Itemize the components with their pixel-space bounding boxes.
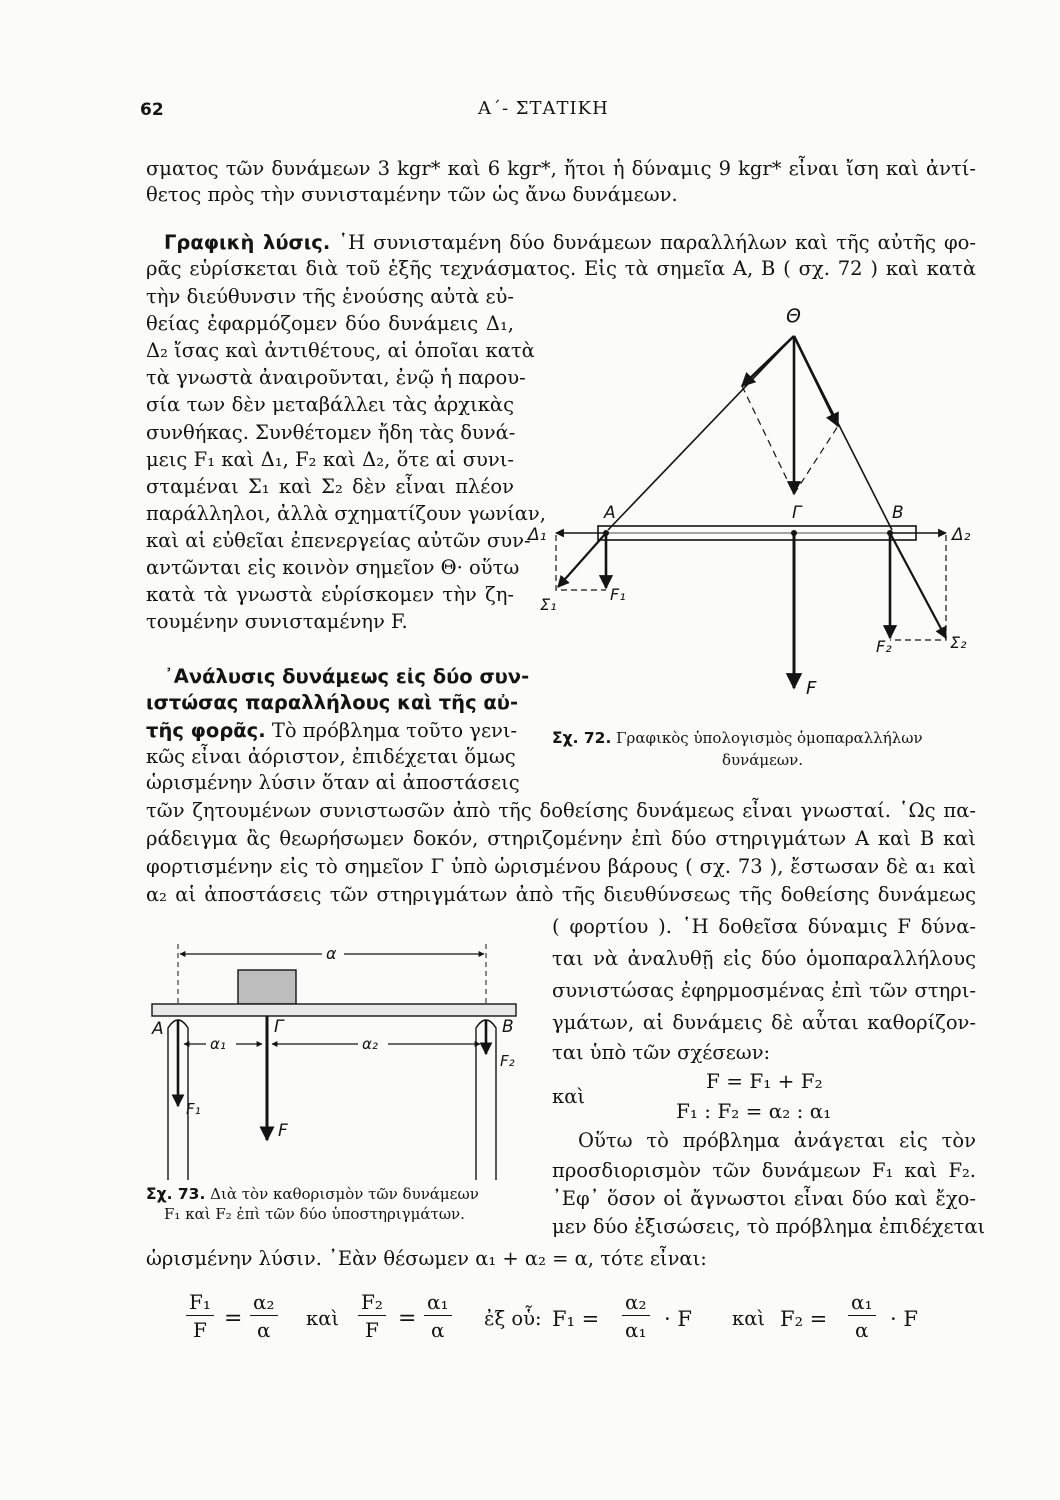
- fig72-label-b: B: [892, 503, 904, 523]
- fig72-label-s2: Σ₂: [950, 633, 967, 652]
- fig72-caption-number: Σχ. 72.: [552, 729, 612, 747]
- decomposition-heading-2: ιστώσας παραλλήλους καὶ τῆς αὐ-: [146, 691, 519, 714]
- fig73-beam: [152, 1004, 516, 1016]
- fig72-label-d1: Δ₁: [528, 525, 547, 545]
- fig73-label-a: A: [152, 1019, 164, 1039]
- decomposition-heading-1: ᾿Ανάλυσις δυνάμεως εἰς δύο συν-: [164, 665, 530, 688]
- formula-and-1: καὶ: [306, 1307, 340, 1330]
- frac-a2-over-a1: $\frac{\text{α₂}}{\text{α₁}}$: [622, 1290, 650, 1342]
- fig73-label-f1: F₁: [186, 1100, 201, 1118]
- frac-a1-over-a: $\frac{\text{α₁}}{\alpha}$: [424, 1290, 452, 1342]
- right2-line-4: μεν δύο ἐξισώσεις, τὸ πρόβλημα ἐπιδέχεται: [552, 1215, 986, 1238]
- fig72-caption-text: Γραφικὸς ὑπολογισμὸς ὁμοπαραλλήλων: [616, 729, 923, 747]
- graphic-solution-line: συνθήκας. Συνθέτομεν ἤδη τὰς δυνά-: [146, 420, 516, 444]
- fig72-label-d2: Δ₂: [952, 525, 971, 545]
- decomposition-full-line-2: ράδειγμα ἂς θεωρήσωμεν δοκόν, στηριζομένην ἐπὶ δύο στηριγμάτων Α καὶ Β καὶ: [146, 827, 976, 850]
- fig72-label-f2: F₂: [876, 637, 892, 656]
- formula-lhs-2: F₂ =: [780, 1307, 828, 1331]
- frac-f2-over-f: $\frac{\text{F₂}}{F}$: [358, 1290, 386, 1342]
- fig72-arrow-theta-left: [742, 336, 794, 386]
- right2-line-3: ᾿Εφ᾽ ὅσον οἱ ἄγνωστοι εἶναι δύο καὶ ἔχο-: [552, 1187, 976, 1210]
- graphic-solution-line: μεις F₁ καὶ Δ₁, F₂ καὶ Δ₂, ὅτε αἱ συνι-: [146, 447, 514, 471]
- fig72-label-f1: F₁: [610, 585, 626, 604]
- intro-line-2: θετος πρὸς τὴν συνισταμένην τῶν ὡς ἄνω δυνάμεων.: [146, 183, 678, 206]
- equation-1: F = F₁ + F₂: [706, 1069, 823, 1093]
- graphic-solution-line: τὰ γνωστὰ ἀναιροῦνται, ἐνῷ ἡ παρου-: [146, 366, 526, 390]
- decomposition-line-1: κῶς εἶναι ἀόριστον, ἐπιδέχεται ὅμως: [146, 745, 516, 768]
- decomposition-full-line-3: φορτισμένην εἰς τὸ σημεῖον Γ ὑπὸ ὡρισμένου βάρους ( σχ. 73 ), ἔστωσαν δὲ α₁ καὶ: [146, 855, 976, 878]
- formula-lhs-1: F₁ =: [552, 1307, 600, 1331]
- graphic-solution-line: καὶ αἱ εὐθεῖαι ἐπενεργείας αὐτῶν συν-: [146, 528, 531, 552]
- fig73-label-alpha: α: [326, 944, 337, 963]
- page-number: 62: [140, 100, 164, 120]
- fig72-label-f: F: [806, 678, 817, 699]
- graphic-solution-full-line: ρᾶς εὑρίσκεται διὰ τοῦ ἑξῆς τεχνάσματος. Εἰς τὰ σημεῖα Α, Β ( σχ. 72 ) καὶ κατὰ: [146, 257, 976, 280]
- last-line: ὡρισμένην λύσιν. ᾿Εὰν θέσωμεν α₁ + α₂ = α, τότε εἶναι:: [146, 1247, 707, 1270]
- fig73-label-f: F: [278, 1121, 288, 1141]
- formula-times-f-1: · F: [664, 1307, 692, 1331]
- right2-line-2: προσδιορισμὸν τῶν δυνάμεων F₁ καὶ F₂.: [552, 1159, 976, 1182]
- formula-eq-2: =: [398, 1306, 417, 1331]
- decomposition-first-line: τῆς φορᾶς. Τὸ πρόβλημα τοῦτο γενι-: [146, 719, 518, 742]
- frac-a1-over-a-2: $\frac{\text{α₁}}{\alpha}$: [848, 1290, 876, 1342]
- graphic-solution-heading: Γραφικὴ λύσις.: [164, 231, 331, 254]
- fig73-caption: [146, 1184, 479, 1205]
- intro-line-1: σματος τῶν δυνάμεων 3 kgr* καὶ 6 kgr*, ἤτοι ἡ δύναμις 9 kgr* εἶναι ἴση καὶ ἀντί-: [146, 157, 976, 180]
- fig72-line-theta-a: [608, 336, 794, 530]
- frac-a2-over-a: $\frac{\text{α₂}}{\alpha}$: [250, 1290, 278, 1342]
- graphic-solution-line: θείας ἐφαρμόζομεν δύο δυνάμεις Δ₁,: [146, 312, 514, 336]
- graphic-solution-line: παράλληλοι, ἀλλὰ σχηματίζουν γωνίαν,: [146, 501, 546, 525]
- figure-72: [524, 296, 984, 716]
- graphic-solution-line: κατὰ τὰ γνωστὰ εὑρίσκομεν τὴν ζη-: [146, 583, 514, 607]
- fig73-load-block: [238, 970, 296, 1004]
- formula-eq-1: =: [224, 1306, 243, 1331]
- right-line-4: γμάτων, αἱ δυνάμεις δὲ αὗται καθορίζον-: [552, 1011, 976, 1034]
- fig73-caption-number: Σχ. 73.: [146, 1185, 206, 1203]
- fig73-caption-text: Διὰ τὸν καθορισμὸν τῶν δυνάμεων: [210, 1185, 479, 1203]
- fig73-label-a1: α₁: [210, 1035, 226, 1053]
- formula-times-f-2: · F: [890, 1307, 918, 1331]
- fig72-caption-line-2: δυνάμεων.: [722, 751, 804, 769]
- fig72-label-g: Γ: [792, 503, 802, 523]
- frac-f1-over-f: $\frac{\text{F₁}}{F}$: [186, 1290, 214, 1342]
- and-word: καὶ: [552, 1085, 586, 1108]
- right-line-3: συνιστώσας ἐφηρμοσμένας ἐπὶ τῶν στηρι-: [552, 979, 976, 1002]
- fig72-force-s2: [890, 533, 946, 638]
- fig72-label-s1: Σ₁: [540, 595, 557, 614]
- graphic-solution-line: σία των δὲν μεταβάλλει τὰς ἀρχικὰς: [146, 393, 514, 417]
- figure-73: [148, 936, 528, 1184]
- right-line-1: ( φορτίου ). ῾Η δοθεῖσα δύναμις F δύνα-: [552, 915, 976, 938]
- fig73-label-a2: α₂: [362, 1035, 378, 1053]
- right-line-5: ται ὑπὸ τῶν σχέσεων:: [552, 1041, 771, 1064]
- fig73-label-g: Γ: [274, 1017, 284, 1037]
- right-line-2: ται νὰ ἀναλυθῇ εἰς δύο ὁμοπαραλλήλους: [552, 947, 976, 970]
- fig73-label-b: B: [502, 1017, 514, 1037]
- running-title: Α΄- ΣΤΑΤΙΚΗ: [478, 98, 609, 119]
- graphic-solution-line: Δ₂ ἴσας καὶ ἀντιθέτους, αἱ ὁποῖαι κατὰ: [146, 339, 535, 363]
- formula-and-2: καὶ: [732, 1307, 766, 1330]
- formula-from-which: ἐξ οὗ:: [484, 1307, 542, 1330]
- graphic-solution-line: τὴν διεύθυνσιν τῆς ἑνούσης αὐτὰ εὐ-: [146, 285, 514, 308]
- decomposition-full-line-4: α₂ αἱ ἀποστάσεις τῶν στηριγμάτων ἀπὸ τῆς διευθύνσεως τῆς δοθείσης δυνάμεως: [146, 883, 976, 906]
- equation-2: F₁ : F₂ = α₂ : α₁: [676, 1099, 832, 1123]
- right2-line-1: Οὕτω τὸ πρόβλημα ἀνάγεται εἰς τὸν: [578, 1129, 976, 1152]
- decomposition-full-line-1: τῶν ζητουμένων συνιστωσῶν ἀπὸ τῆς δοθείσης δυνάμεως εἶναι γνωσταί. ῾Ως πα-: [146, 799, 976, 822]
- fig72-force-s1: [558, 533, 606, 587]
- fig72-caption: [552, 728, 923, 749]
- fig73-label-f2: F₂: [500, 1052, 515, 1070]
- graphic-solution-line: σταμέναι Σ₁ καὶ Σ₂ δὲν εἶναι πλέον: [146, 474, 514, 498]
- graphic-solution-line: τουμένην συνισταμένην F.: [146, 610, 408, 634]
- decomposition-heading-tail: τῆς φορᾶς.: [146, 719, 266, 742]
- graphic-solution-first-line: Γραφικὴ λύσις. ῾Η συνισταμένη δύο δυνάμεων παραλλήλων καὶ τῆς αὐτῆς φο-: [164, 231, 977, 254]
- fig72-arrow-theta-right: [794, 336, 838, 426]
- fig72-label-theta: Θ: [786, 305, 801, 327]
- fig72-dashed-parallelogram: [742, 386, 838, 494]
- fig72-label-a: A: [604, 503, 616, 523]
- fig73-caption-line-2: F₁ καὶ F₂ ἐπὶ τῶν δύο ὑποστηριγμάτων.: [164, 1205, 465, 1223]
- decomposition-line-2: ὡρισμένην λύσιν ὅταν αἱ ἀποστάσεις: [146, 771, 520, 794]
- graphic-solution-line: αντῶνται εἰς κοινὸν σημεῖον Θ· οὕτω: [146, 556, 520, 579]
